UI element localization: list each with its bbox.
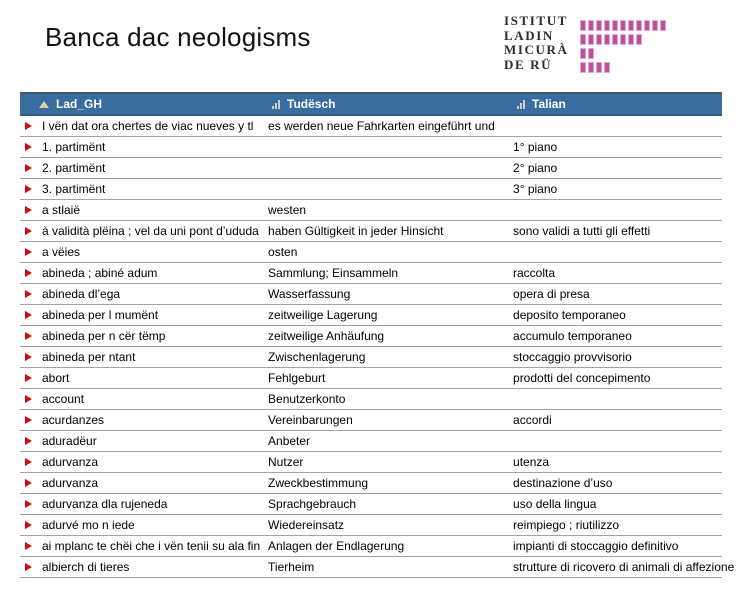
logo-block	[652, 20, 658, 31]
play-triangle-icon[interactable]	[25, 122, 32, 130]
cell-tudesch	[268, 158, 513, 179]
play-triangle-icon[interactable]	[25, 395, 32, 403]
cell-tudesch: osten	[268, 242, 513, 263]
cell-lad-gh: a stlaië	[42, 200, 268, 221]
play-triangle-icon[interactable]	[25, 353, 32, 361]
play-triangle-icon[interactable]	[25, 500, 32, 508]
play-triangle-icon[interactable]	[25, 521, 32, 529]
play-triangle-icon[interactable]	[25, 143, 32, 151]
row-marker-cell	[20, 389, 42, 410]
row-marker-cell	[20, 284, 42, 305]
cell-talian: utenza	[513, 452, 722, 473]
cell-lad-gh: abineda per n cër tëmp	[42, 326, 268, 347]
table-row	[20, 179, 722, 200]
logo-blocks-icon	[580, 14, 666, 76]
play-triangle-icon[interactable]	[25, 437, 32, 445]
cell-lad-gh: ai mplanc te chëi che i vën tenii su ala fin	[42, 536, 268, 557]
cell-lad-gh: adurvé mo n iede	[42, 515, 268, 536]
play-triangle-icon[interactable]	[25, 206, 32, 214]
row-marker-cell	[20, 200, 42, 221]
cell-tudesch: Vereinbarungen	[268, 410, 513, 431]
logo-block	[604, 34, 610, 45]
logo-line: MICURÀ	[504, 42, 569, 57]
row-marker-cell	[20, 158, 42, 179]
logo-block	[620, 20, 626, 31]
row-marker-cell	[20, 494, 42, 515]
play-triangle-icon[interactable]	[25, 479, 32, 487]
istitut-ladin-logo	[504, 14, 666, 76]
logo-block	[580, 20, 586, 31]
row-marker-cell	[20, 410, 42, 431]
table-row	[20, 389, 722, 410]
table-header	[20, 93, 722, 115]
cell-tudesch: Sammlung; Einsammeln	[268, 263, 513, 284]
logo-block	[580, 48, 586, 59]
cell-talian: 3° piano	[513, 179, 722, 200]
cell-lad-gh: abineda per ntant	[42, 347, 268, 368]
cell-tudesch: Sprachgebrauch	[268, 494, 513, 515]
column-label: Tudësch	[287, 97, 336, 111]
logo-block	[604, 20, 610, 31]
cell-talian: prodotti del concepimento	[513, 368, 722, 389]
logo-block-row	[580, 34, 666, 45]
row-marker-cell	[20, 263, 42, 284]
play-triangle-icon[interactable]	[25, 248, 32, 256]
cell-talian: opera di presa	[513, 284, 722, 305]
logo-block	[588, 34, 594, 45]
cell-tudesch: Zweckbestimmung	[268, 473, 513, 494]
row-marker-cell	[20, 515, 42, 536]
row-marker-cell	[20, 473, 42, 494]
cell-lad-gh: abineda per l mumënt	[42, 305, 268, 326]
row-marker-cell	[20, 305, 42, 326]
cell-talian: destinazione d’uso	[513, 473, 722, 494]
cell-tudesch: Benutzerkonto	[268, 389, 513, 410]
logo-block	[596, 34, 602, 45]
logo-block	[588, 48, 594, 59]
cell-talian: accumulo temporaneo	[513, 326, 722, 347]
logo-block	[644, 20, 650, 31]
column-header-talian[interactable]	[513, 93, 722, 115]
logo-block	[628, 34, 634, 45]
table-row	[20, 263, 722, 284]
cell-talian: strutture di ricovero di animali di affezione	[513, 557, 722, 578]
play-triangle-icon[interactable]	[25, 458, 32, 466]
logo-block	[636, 34, 642, 45]
logo-line: LADIN	[504, 27, 554, 43]
cell-lad-gh: abineda ; abiné adum	[42, 263, 268, 284]
logo-block	[588, 20, 594, 31]
cell-lad-gh: albierch di tieres	[42, 557, 268, 578]
table-row	[20, 115, 722, 137]
logo-line: ISTITUT	[504, 13, 568, 28]
logo-line: DE RÜ	[504, 56, 553, 72]
play-triangle-icon[interactable]	[25, 164, 32, 172]
row-marker-cell	[20, 536, 42, 557]
cell-lad-gh: a vëies	[42, 242, 268, 263]
column-label: Lad_GH	[56, 97, 103, 111]
table-row	[20, 410, 722, 431]
cell-lad-gh: abineda dl’ega	[42, 284, 268, 305]
cell-talian: uso della lingua	[513, 494, 722, 515]
logo-block	[612, 20, 618, 31]
row-marker-cell	[20, 115, 42, 137]
table-row	[20, 452, 722, 473]
table-row	[20, 200, 722, 221]
cell-tudesch: Anlagen der Endlagerung	[268, 536, 513, 557]
cell-tudesch: Wasserfassung	[268, 284, 513, 305]
row-marker-cell	[20, 557, 42, 578]
page-title: Banca dac neologisms	[45, 22, 311, 52]
cell-talian: 2° piano	[513, 158, 722, 179]
play-triangle-icon[interactable]	[25, 185, 32, 193]
cell-lad-gh: 2. partimënt	[42, 158, 268, 179]
table-row	[20, 368, 722, 389]
play-triangle-icon[interactable]	[25, 227, 32, 235]
cell-lad-gh: adurvanza	[42, 473, 268, 494]
logo-block	[588, 62, 594, 73]
logo-block	[636, 20, 642, 31]
cell-tudesch: Anbeter	[268, 431, 513, 452]
logo-block-row	[580, 62, 666, 73]
table-row	[20, 242, 722, 263]
play-triangle-icon[interactable]	[25, 311, 32, 319]
cell-lad-gh: I vën dat ora chertes de viac nueves y tl	[42, 115, 268, 137]
table-row	[20, 137, 722, 158]
play-triangle-icon[interactable]	[25, 332, 32, 340]
table-row	[20, 221, 722, 242]
cell-talian	[513, 200, 722, 221]
table-row	[20, 494, 722, 515]
logo-block	[580, 34, 586, 45]
cell-tudesch: Zwischenlagerung	[268, 347, 513, 368]
table-row	[20, 326, 722, 347]
cell-talian	[513, 431, 722, 452]
cell-lad-gh: adurvanza	[42, 452, 268, 473]
table-row	[20, 515, 722, 536]
row-marker-cell	[20, 452, 42, 473]
cell-talian	[513, 115, 722, 137]
play-triangle-icon[interactable]	[25, 542, 32, 550]
cell-tudesch: haben Gültigkeit in jeder Hinsicht	[268, 221, 513, 242]
row-marker-cell	[20, 242, 42, 263]
logo-block	[660, 20, 666, 31]
cell-tudesch: zeitweilige Lagerung	[268, 305, 513, 326]
logo-block	[596, 20, 602, 31]
column-header-lad-gh[interactable]	[20, 93, 268, 115]
cell-talian: deposito temporaneo	[513, 305, 722, 326]
table-row	[20, 557, 722, 578]
cell-talian: stoccaggio provvisorio	[513, 347, 722, 368]
cell-tudesch: Wiedereinsatz	[268, 515, 513, 536]
cell-tudesch: es werden neue Fahrkarten eingeführt und	[268, 115, 513, 137]
logo-block	[612, 34, 618, 45]
cell-lad-gh: abort	[42, 368, 268, 389]
cell-lad-gh: adurvanza dla rujeneda	[42, 494, 268, 515]
table-row	[20, 158, 722, 179]
row-marker-cell	[20, 326, 42, 347]
cell-lad-gh: aduradëur	[42, 431, 268, 452]
table-row	[20, 284, 722, 305]
play-triangle-icon[interactable]	[25, 269, 32, 277]
logo-block-row	[580, 20, 666, 31]
table-row	[20, 473, 722, 494]
bar-chart-icon	[517, 100, 525, 109]
table-row	[20, 536, 722, 557]
cell-talian: impianti di stoccaggio definitivo	[513, 536, 722, 557]
row-marker-cell	[20, 368, 42, 389]
logo-block	[596, 62, 602, 73]
play-triangle-icon[interactable]	[25, 374, 32, 382]
sort-ascending-icon	[39, 101, 49, 108]
table-row	[20, 305, 722, 326]
cell-tudesch	[268, 137, 513, 158]
table-row	[20, 431, 722, 452]
neologisms-table	[20, 92, 735, 578]
cell-lad-gh: 1. partimënt	[42, 137, 268, 158]
bar-chart-icon	[272, 100, 280, 109]
cell-talian: raccolta	[513, 263, 722, 284]
row-marker-cell	[20, 179, 42, 200]
row-marker-cell	[20, 347, 42, 368]
row-marker-cell	[20, 431, 42, 452]
cell-talian	[513, 389, 722, 410]
row-marker-cell	[20, 221, 42, 242]
cell-lad-gh: à validità plëina ; vel da uni pont d’ududa	[42, 221, 268, 242]
play-triangle-icon[interactable]	[25, 290, 32, 298]
logo-block	[628, 20, 634, 31]
cell-lad-gh: acurdanzes	[42, 410, 268, 431]
cell-lad-gh: account	[42, 389, 268, 410]
cell-talian: sono validi a tutti gli effetti	[513, 221, 722, 242]
column-header-tudesch[interactable]	[268, 93, 513, 115]
logo-block-row	[580, 48, 666, 59]
cell-tudesch: Tierheim	[268, 557, 513, 578]
table-row	[20, 347, 722, 368]
cell-talian: 1° piano	[513, 137, 722, 158]
cell-tudesch	[268, 179, 513, 200]
cell-talian: reimpiego ; riutilizzo	[513, 515, 722, 536]
play-triangle-icon[interactable]	[25, 563, 32, 571]
cell-tudesch: Nutzer	[268, 452, 513, 473]
logo-block	[620, 34, 626, 45]
row-marker-cell	[20, 137, 42, 158]
column-label: Talian	[532, 97, 566, 111]
cell-tudesch: zeitweilige Anhäufung	[268, 326, 513, 347]
play-triangle-icon[interactable]	[25, 416, 32, 424]
cell-talian: accordi	[513, 410, 722, 431]
cell-talian	[513, 242, 722, 263]
table-body	[20, 115, 735, 578]
logo-block	[580, 62, 586, 73]
cell-tudesch: Fehlgeburt	[268, 368, 513, 389]
cell-lad-gh: 3. partimënt	[42, 179, 268, 200]
cell-tudesch: westen	[268, 200, 513, 221]
logo-block	[604, 62, 610, 73]
logo-text	[504, 14, 568, 76]
